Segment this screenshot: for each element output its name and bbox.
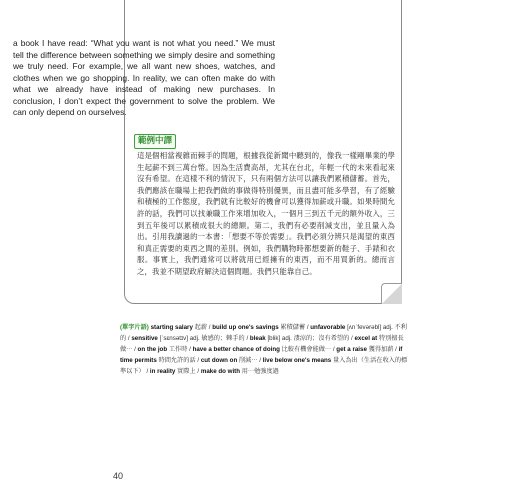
page-curl-decoration (381, 283, 402, 304)
vocab-separator: / (349, 335, 353, 342)
vocab-entry (210, 324, 308, 331)
vocab-definition: 工作時 (168, 346, 188, 353)
vocab-entry (335, 346, 397, 353)
vocab-term: on the job (135, 346, 169, 353)
vocab-entry (199, 357, 261, 364)
page-number: 40 (113, 471, 124, 481)
vocab-separator: / (331, 346, 335, 353)
vocab-entry (199, 368, 279, 375)
vocab-term: bleak (248, 335, 268, 342)
vocab-definition: 用⋯勉強度過 (241, 368, 279, 375)
vocab-separator: / (195, 368, 200, 375)
vocab-entry (130, 335, 249, 342)
vocab-term: live below one's means (260, 357, 333, 364)
english-essay-text: a book I have read: “What you want is not what you need.” We must tell the difference between something we simply desire and something we truly need. For example, we all want new shoes, watches, and clothes when we go shopping. In reality, we can often make do with what we already have instead of making new purchases. In conclusion, I don’t expect the government to solve the problem. We can only depend on ourselves. (13, 38, 275, 117)
vocab-term: build up one's savings (210, 324, 281, 331)
vocab-definition: [ˈsɛnsətɪv] adj. 敏感的；棘手的 (159, 335, 245, 342)
vocab-definition: 獲得加薪 (368, 346, 394, 353)
vocab-separator: / (126, 335, 130, 342)
vocab-separator: / (144, 368, 149, 375)
vocab-separator: / (187, 346, 191, 353)
vocab-entry (248, 335, 353, 342)
vocab-term: have a better chance of doing (190, 346, 282, 353)
vocab-separator: / (132, 346, 136, 353)
vocab-term: sensitive (129, 335, 160, 342)
vocab-separator: / (207, 324, 211, 331)
vocab-definition: 起薪 (194, 324, 208, 331)
vocab-term: if time permits (120, 346, 403, 364)
vocab-term: cut down on (199, 357, 239, 364)
vocab-definition: 累積儲蓄 (280, 324, 306, 331)
vocab-term: in reality (148, 368, 178, 375)
vocabulary-tag: (單字片語) (120, 324, 149, 331)
vocab-term: get a raise (334, 346, 369, 353)
vocab-entry (191, 346, 335, 353)
vocabulary-entries (120, 324, 407, 375)
vocabulary-section (120, 322, 408, 377)
vocab-separator: / (244, 335, 249, 342)
vocab-definition: 削減⋯ (238, 357, 258, 364)
vocab-definition: [blik] adj. 淒涼的；沒有希望的 (267, 335, 350, 342)
vocab-separator: / (393, 346, 397, 353)
vocab-term: make do with (199, 368, 242, 375)
vocab-term: starting salary (150, 324, 195, 331)
vocab-definition: 時間允許的話 (158, 357, 196, 364)
vocab-separator: / (195, 357, 200, 364)
vocab-definition: 特別擅長做⋯ (120, 335, 404, 353)
vocab-term: unfavorable (308, 324, 348, 331)
vocab-definition: 比較有機會能做⋯ (281, 346, 332, 353)
vocab-entry (136, 346, 191, 353)
vocab-definition: [ʌnˈfevərəbl] adj. 不利的 (120, 324, 407, 342)
vocab-entry (148, 368, 199, 375)
vocab-definition: 量入為出（生活在收入的標準以下） (120, 357, 408, 375)
vocab-definition: 實際上 (177, 368, 196, 375)
vocab-entry (151, 324, 211, 331)
vocab-term: excel at (352, 335, 379, 342)
translation-label-badge: 範例中譯 (134, 134, 176, 149)
vocab-separator: / (257, 357, 261, 364)
vocab-separator: / (305, 324, 309, 331)
chinese-translation-text: 這是個相當複雜而棘手的問題，根據我從新聞中聽到的，像我一樣剛畢業的學生起薪不到三萬台幣。因為生活費高昂，尤其在台北，年輕一代的未來看起來沒有希望。在這樣不利的情況下，只有兩個方法可以讓我們累積儲蓄。首先，我們應該在職場上把我們做的事做得特別優異，而且盡可能多學習，有了經驗和積極的工作態度，我們就有比較好的機會可以獲得加薪或升職。如果時間允許的話，我們可以找兼職工作來增加收入，一個月三到五千元的額外收入，三到五年後可以累積成很大的總額。第二，我們有必要削減支出，並且量入為出。引用我讀過的一本書：「想要不等於需要」。我們必須分辨只是渴望的東西和真正需要的東西之間的差別。例如，我們購物時都想要新的鞋子、手錶和衣服。事實上，我們通常可以將就用已經擁有的東西，而不用買新的。總而言之，我並不期望政府解決這個問題。我們只能靠自己。 (137, 151, 395, 276)
